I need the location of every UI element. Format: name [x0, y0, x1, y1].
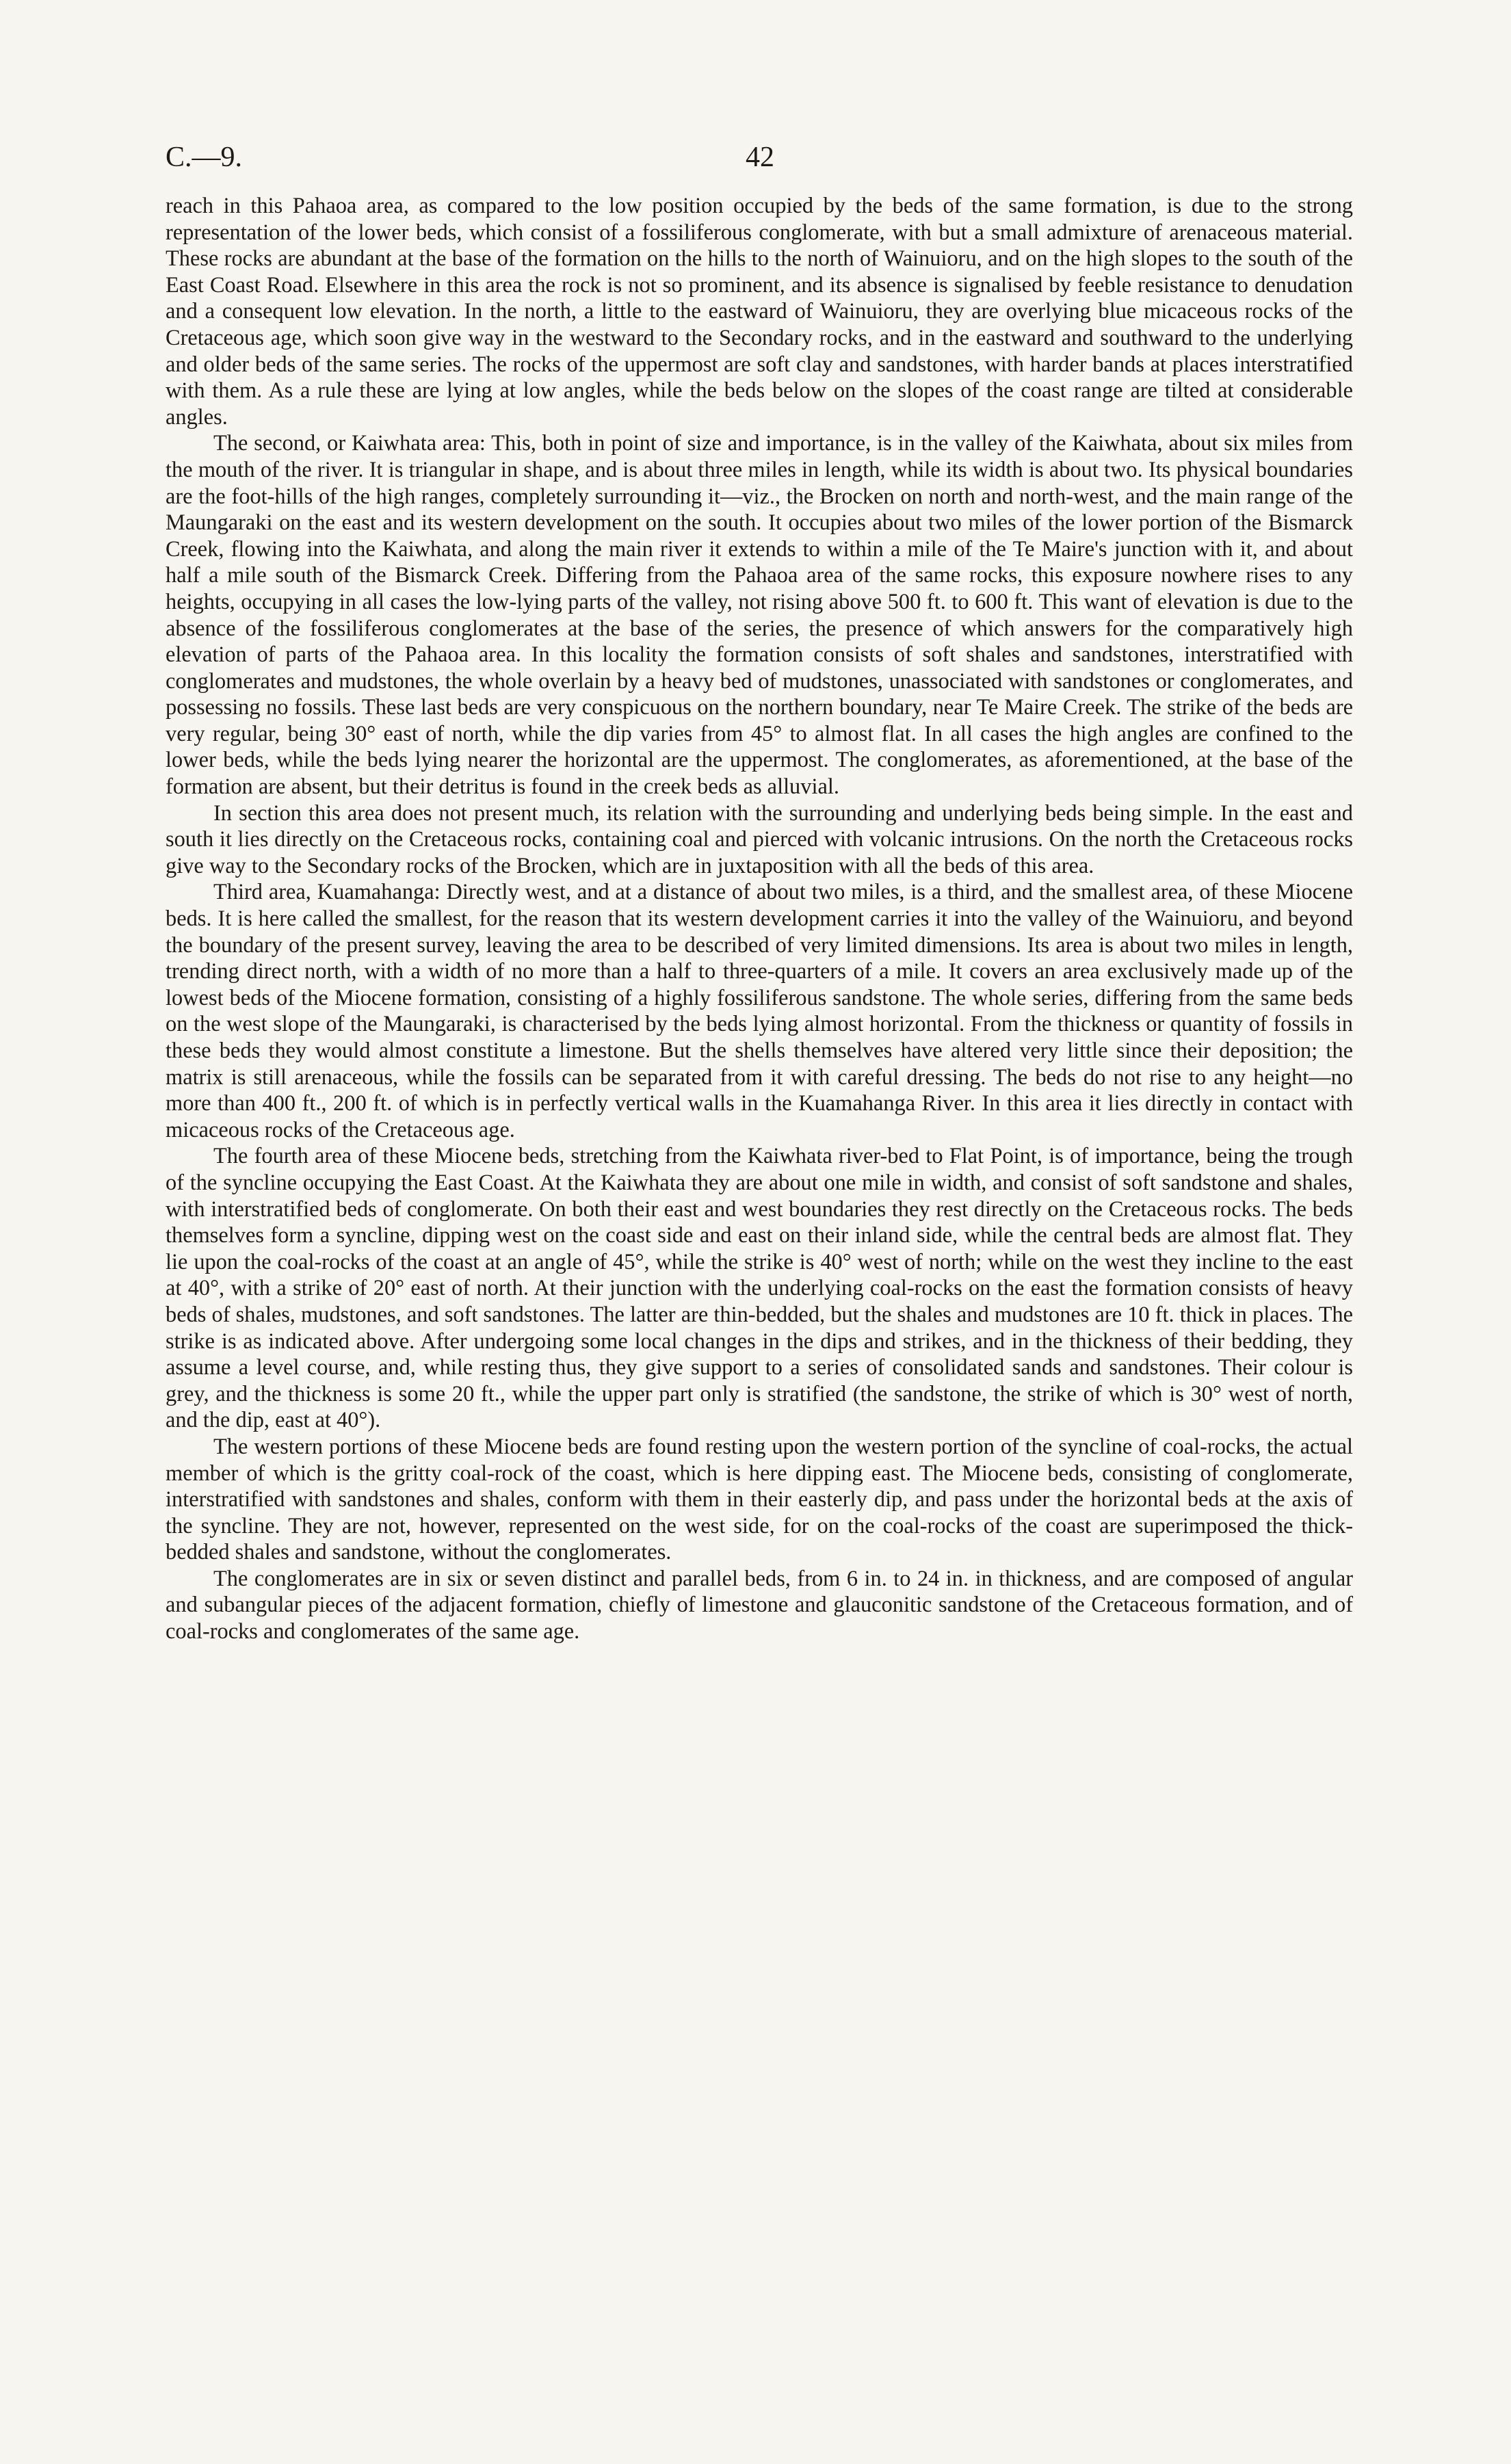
page-number: 42 [746, 142, 774, 173]
paragraph-western-portions: The western portions of these Miocene beds are found resting upon the western portion of the syncline of coal-rocks, the actual member of which is the gritty coal-rock of the coast, which is here dipping east. The Miocene beds, consisting of conglomerate, interstratified with sandstones and shales, conform with them in their easterly dip, and pass under the horizontal beds at the axis of the syncline. They are not, however, represented on the west side, for on the coal-rocks of the coast are superimposed the thick-bedded shales and sandstone, without the conglomerates. [166, 1434, 1353, 1565]
series-code: C.—9. [166, 142, 243, 173]
paragraph-fourth-area: The fourth area of these Miocene beds, stretching from the Kaiwhata river-bed to Flat Point, is of importance, being the trough of the syncline occupying the East Coast. At the Kaiwhata they are about one mile in width, and consist of soft sandstone and shales, with interstratified beds of conglomerate. On both their east and west boundaries they rest directly on the Cretaceous rocks. The beds themselves form a syncline, dipping west on the coast side and east on their inland side, while the central beds are almost flat. They lie upon the coal-rocks of the coast at an angle of 45°, while the strike is 40° west of north; while on the west they incline to the east at 40°, with a strike of 20° east of north. At their junction with the underlying coal-rocks on the east the formation consists of heavy beds of shales, mudstones, and soft sandstones. The latter are thin-bedded, but the shales and mudstones are 10 ft. thick in places. The strike is as indicated above. After undergoing some local changes in the dips and strikes, and in the thickness of their bedding, they assume a level course, and, while resting thus, they give support to a series of consolidated sands and sandstones. Their colour is grey, and the thickness is some 20 ft., while the upper part only is stratified (the sandstone, the strike of which is 30° west of north, and the dip, east at 40°). [166, 1144, 1353, 1433]
page-header [166, 137, 1354, 178]
paragraph-conglomerates: The conglomerates are in six or seven distinct and parallel beds, from 6 in. to 24 in. in thickness, and are composed of angular and subangular pieces of the adjacent formation, chiefly of limestone and glauconitic sandstone of the Cretaceous formation, and of coal-rocks and conglomerates of the same age. [166, 1566, 1353, 1644]
body-text [166, 193, 1353, 1645]
paragraph-continued: reach in this Pahaoa area, as compared to the low position occupied by the beds of the same formation, is due to the strong representation of the lower beds, which consist of a fossiliferous conglomerate, with but a small admixture of arenaceous material. These rocks are abundant at the base of the formation on the hills to the north of Wainuioru, and on the high slopes to the south of the East Coast Road. Elsewhere in this area the rock is not so prominent, and its absence is signalised by feeble resistance to denudation and a consequent low elevation. In the north, a little to the eastward of Wainuioru, they are overlying blue micaceous rocks of the Cretaceous age, which soon give way in the westward to the Secondary rocks, and in the eastward and southward to the underlying and older beds of the same series. The rocks of the uppermost are soft clay and sandstones, with harder bands at places interstratified with them. As a rule these are lying at low angles, while the beds below on the slopes of the coast range are tilted at considerable angles. [166, 194, 1353, 430]
paragraph-section: In section this area does not present much, its relation with the surrounding and underlying beds being simple. In the east and south it lies directly on the Cretaceous rocks, containing coal and pierced with volcanic intrusions. On the north the Cretaceous rocks give way to the Secondary rocks of the Brocken, which are in juxtaposition with all the beds of this area. [166, 800, 1353, 878]
paragraph-kuamahanga-area: Third area, Kuamahanga: Directly west, and at a distance of about two miles, is a third, and the smallest area, of these Miocene beds. It is here called the smallest, for the reason that its western development carries it into the valley of the Wainuioru, and beyond the boundary of the present survey, leaving the area to be described of very limited dimensions. Its area is about two miles in length, trending direct north, with a width of no more than a half to three-quarters of a mile. It covers an area exclusively made up of the lowest beds of the Miocene formation, consisting of a highly fossiliferous sandstone. The whole series, differing from the same beds on the west slope of the Maungaraki, is characterised by the beds lying almost horizontal. From the thickness or quantity of fossils in these beds they would almost constitute a limestone. But the shells themselves have altered very little since their deposition; the matrix is still arenaceous, while the fossils can be separated from it with careful dressing. The beds do not rise to any height—no more than 400 ft., 200 ft. of which is in perfectly vertical walls in the Kuamahanga River. In this area it lies directly in contact with micaceous rocks of the Cretaceous age. [166, 880, 1353, 1142]
paragraph-kaiwhata-area: The second, or Kaiwhata area: This, both in point of size and importance, is in the valley of the Kaiwhata, about six miles from the mouth of the river. It is triangular in shape, and is about three miles in length, while its width is about two. Its physical boundaries are the foot-hills of the high ranges, completely surrounding it—viz., the Brocken on north and north-west, and the main range of the Maungaraki on the east and its western development on the south. It occupies about two miles of the lower portion of the Bismarck Creek, flowing into the Kaiwhata, and along the main river it extends to within a mile of the Te Maire's junction with it, and about half a mile south of the Bismarck Creek. Differing from the Pahaoa area of the same rocks, this exposure nowhere rises to any heights, occupying in all cases the low-lying parts of the valley, not rising above 500 ft. to 600 ft. This want of elevation is due to the absence of the fossiliferous conglomerates at the base of the series, the presence of which answers for the comparatively high elevation of parts of the Pahaoa area. In this locality the formation consists of soft shales and sandstones, interstratified with conglomerates and mudstones, the whole overlain by a heavy bed of mudstones, unassociated with sandstones or conglomerates, and possessing no fossils. These last beds are very conspicuous on the northern boundary, near Te Maire Creek. The strike of the beds are very regular, being 30° east of north, while the dip varies from 45° to almost flat. In all cases the high angles are confined to the lower beds, while the beds lying nearer the horizontal are the uppermost. The conglomerates, as aforementioned, at the base of the formation are absent, but their detritus is found in the creek beds as alluvial. [166, 431, 1353, 800]
